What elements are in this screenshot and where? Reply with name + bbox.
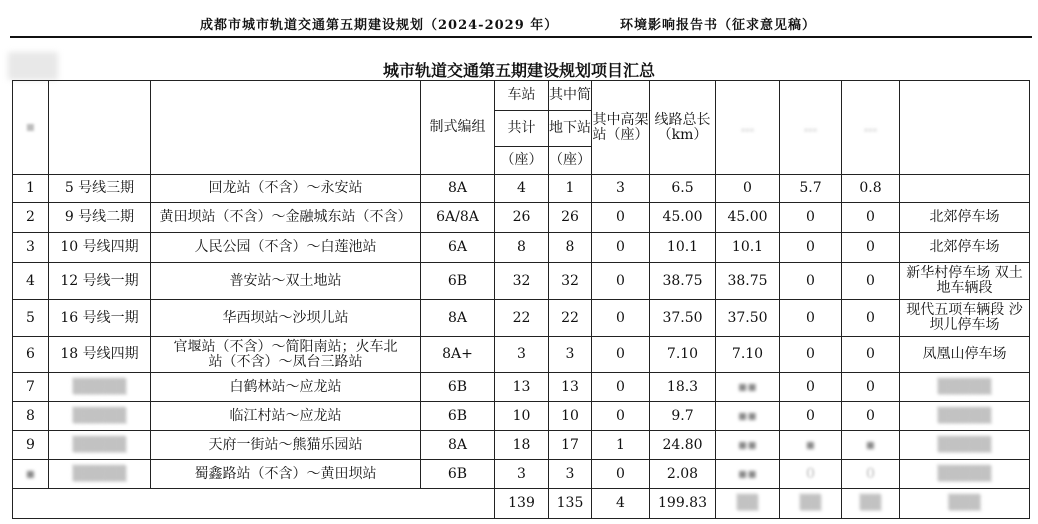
total-stations: 139 [495, 489, 549, 519]
cell-formation: 6B [421, 263, 495, 300]
table-row [13, 263, 1030, 300]
cell-formation: 6B [421, 402, 495, 431]
cell-no: 8 [13, 402, 49, 431]
cell-c3: 0 [842, 300, 900, 337]
cell-c2: 5.7 [780, 175, 842, 203]
cell-c1: 7.10 [716, 337, 780, 373]
cell-c2: 0 [780, 203, 842, 233]
cell-c1: 37.50 [716, 300, 780, 337]
cell-stations: 26 [495, 203, 549, 233]
cell-elevated: 0 [592, 203, 650, 233]
cell-line: 18 号线四期 [49, 337, 151, 373]
cell-section: 华西坝站～沙坝儿站 [151, 300, 421, 337]
cell-c3: 0 [842, 203, 900, 233]
table-row [13, 431, 1030, 460]
cell-c3: 0 [842, 263, 900, 300]
cell-length: 6.5 [650, 175, 716, 203]
cell-no: 4 [13, 263, 49, 300]
cell-c3: 0 [842, 373, 900, 402]
cell-no: 2 [13, 203, 49, 233]
cell-depot: 北郊停车场 [900, 203, 1030, 233]
document-title: 成都市城市轨道交通第五期建设规划（2024-2029 年） [200, 18, 559, 33]
cell-stations: 18 [495, 431, 549, 460]
cell-section: 人民公园（不含）～白莲池站 [151, 233, 421, 263]
cell-stations: 32 [495, 263, 549, 300]
cell-underground: 8 [549, 233, 592, 263]
header-blurred-3: ... [842, 81, 900, 175]
cell-formation: 6A [421, 233, 495, 263]
cell-no: 7 [13, 373, 49, 402]
document-subtitle: 环境影响报告书（征求意见稿） [620, 18, 817, 33]
cell-c2: 0 [780, 402, 842, 431]
cell-underground: 3 [549, 337, 592, 373]
cell-no: 9 [13, 431, 49, 460]
cell-elevated: 0 [592, 402, 650, 431]
header-section [151, 81, 421, 175]
cell-underground: 32 [549, 263, 592, 300]
total-elevated: 4 [592, 489, 650, 519]
scan-smudge [8, 52, 58, 80]
cell-length: 7.10 [650, 337, 716, 373]
cell-length: 2.08 [650, 460, 716, 489]
cell-no-redacted: ▪ [13, 460, 49, 489]
table-row [13, 300, 1030, 337]
cell-length: 18.3 [650, 373, 716, 402]
header-blurred-1: ... [716, 81, 780, 175]
cell-line-redacted: ▒▒▒▒▒ [49, 460, 151, 489]
cell-stations: 10 [495, 402, 549, 431]
cell-c2: 0 [780, 263, 842, 300]
header-row [13, 81, 1030, 111]
cell-elevated: 0 [592, 337, 650, 373]
header-line [49, 81, 151, 175]
cell-section: 普安站～双土地站 [151, 263, 421, 300]
cell-section: 白鹤林站～应龙站 [151, 373, 421, 402]
cell-elevated: 1 [592, 431, 650, 460]
table-row [13, 203, 1030, 233]
cell-formation: 8A [421, 300, 495, 337]
header-stations-group: 车站 [495, 81, 549, 111]
cell-length: 45.00 [650, 203, 716, 233]
cell-elevated: 0 [592, 233, 650, 263]
cell-depot-redacted: ▒▒▒▒▒ [900, 431, 1030, 460]
cell-length: 9.7 [650, 402, 716, 431]
cell-c1-redacted: ▪▪ [716, 460, 780, 489]
cell-no: 5 [13, 300, 49, 337]
cell-section: 天府一街站～熊猫乐园站 [151, 431, 421, 460]
table-row [13, 373, 1030, 402]
table-row [13, 460, 1030, 489]
cell-formation: 8A [421, 175, 495, 203]
header-unit: （座） [549, 147, 592, 175]
cell-c3: 0.8 [842, 175, 900, 203]
cell-c2: 0 [780, 300, 842, 337]
header-formation: 制式编组 [421, 81, 495, 175]
total-length: 199.83 [650, 489, 716, 519]
cell-line: 9 号线二期 [49, 203, 151, 233]
header-line-length: 线路总长（km） [650, 81, 716, 175]
cell-line: 16 号线一期 [49, 300, 151, 337]
cell-no: 1 [13, 175, 49, 203]
document-header [0, 10, 1038, 32]
cell-line: 12 号线一期 [49, 263, 151, 300]
cell-formation: 6B [421, 460, 495, 489]
cell-c1: 45.00 [716, 203, 780, 233]
cell-c1-redacted: ▪▪ [716, 402, 780, 431]
cell-section: 官堰站（不含）～简阳南站；火车北站（不含）～凤台三路站 [151, 337, 421, 373]
cell-c2: 0 [780, 460, 842, 489]
cell-depot-redacted: ▒▒▒▒▒ [900, 460, 1030, 489]
project-summary-table [12, 80, 1030, 519]
cell-length: 10.1 [650, 233, 716, 263]
totals-label [13, 489, 495, 519]
cell-depot [900, 175, 1030, 203]
cell-line-redacted: ▒▒▒▒▒ [49, 373, 151, 402]
cell-underground: 1 [549, 175, 592, 203]
cell-elevated: 0 [592, 263, 650, 300]
total-depot-redacted: ▒▒▒ [900, 489, 1030, 519]
header-no: ▪ [13, 81, 49, 175]
total-c1-redacted: ▒▒ [716, 489, 780, 519]
cell-c2: 0 [780, 337, 842, 373]
cell-formation: 8A+ [421, 337, 495, 373]
cell-line-redacted: ▒▒▒▒▒ [49, 431, 151, 460]
cell-underground: 26 [549, 203, 592, 233]
cell-elevated: 0 [592, 300, 650, 337]
table-row [13, 233, 1030, 263]
cell-c1-redacted: ▪▪ [716, 373, 780, 402]
cell-stations: 13 [495, 373, 549, 402]
cell-line: 5 号线三期 [49, 175, 151, 203]
cell-c2: 0 [780, 233, 842, 263]
cell-length: 24.80 [650, 431, 716, 460]
totals-row [13, 489, 1030, 519]
table-row [13, 402, 1030, 431]
header-depot [900, 81, 1030, 175]
cell-underground: 17 [549, 431, 592, 460]
cell-depot-redacted: ▒▒▒▒▒ [900, 373, 1030, 402]
table-title: 城市轨道交通第五期建设规划项目汇总 [382, 61, 655, 80]
cell-line-redacted: ▒▒▒▒▒ [49, 402, 151, 431]
cell-stations: 4 [495, 175, 549, 203]
header-of-which: 其中简 [549, 81, 592, 111]
total-underground: 135 [549, 489, 592, 519]
cell-c1: 0 [716, 175, 780, 203]
cell-formation: 8A [421, 431, 495, 460]
cell-section: 临江村站～应龙站 [151, 402, 421, 431]
cell-length: 38.75 [650, 263, 716, 300]
cell-c1-redacted: ▪▪ [716, 431, 780, 460]
cell-section: 回龙站（不含）～永安站 [151, 175, 421, 203]
cell-section: 黄田坝站（不含）～金融城东站（不含） [151, 203, 421, 233]
cell-c2: 0 [780, 373, 842, 402]
cell-stations: 3 [495, 337, 549, 373]
cell-formation: 6B [421, 373, 495, 402]
header-blurred-2: ... [780, 81, 842, 175]
cell-c2-redacted: ▪ [780, 431, 842, 460]
cell-c1: 10.1 [716, 233, 780, 263]
cell-depot: 现代五项车辆段 沙坝儿停车场 [900, 300, 1030, 337]
header-unit: （座） [495, 147, 549, 175]
cell-no: 3 [13, 233, 49, 263]
cell-c3: 0 [842, 402, 900, 431]
cell-no: 6 [13, 337, 49, 373]
cell-elevated: 0 [592, 373, 650, 402]
cell-c1: 38.75 [716, 263, 780, 300]
header-stations-total: 共计 [495, 111, 549, 147]
cell-elevated: 0 [592, 460, 650, 489]
cell-length: 37.50 [650, 300, 716, 337]
cell-formation: 6A/8A [421, 203, 495, 233]
header-underground: 地下站 [549, 111, 592, 147]
cell-depot: 凤凰山停车场 [900, 337, 1030, 373]
cell-stations: 3 [495, 460, 549, 489]
cell-section: 蜀鑫路站（不含）～黄田坝站 [151, 460, 421, 489]
cell-underground: 10 [549, 402, 592, 431]
cell-underground: 13 [549, 373, 592, 402]
total-c3-redacted: ▒▒ [842, 489, 900, 519]
cell-depot-redacted: ▒▒▒▒▒ [900, 402, 1030, 431]
cell-underground: 22 [549, 300, 592, 337]
cell-stations: 22 [495, 300, 549, 337]
cell-c3-redacted: ▪ [842, 431, 900, 460]
header-elevated: 其中高架站（座） [592, 81, 650, 175]
cell-c3: 0 [842, 337, 900, 373]
cell-line: 10 号线四期 [49, 233, 151, 263]
cell-depot: 新华村停车场 双土地车辆段 [900, 263, 1030, 300]
table-row [13, 337, 1030, 373]
cell-elevated: 3 [592, 175, 650, 203]
cell-underground: 3 [549, 460, 592, 489]
cell-stations: 8 [495, 233, 549, 263]
cell-c3: 0 [842, 460, 900, 489]
table-row [13, 175, 1030, 203]
total-c2-redacted: ▒▒ [780, 489, 842, 519]
cell-depot: 北郊停车场 [900, 233, 1030, 263]
cell-c3: 0 [842, 233, 900, 263]
header-rule [10, 36, 1032, 38]
